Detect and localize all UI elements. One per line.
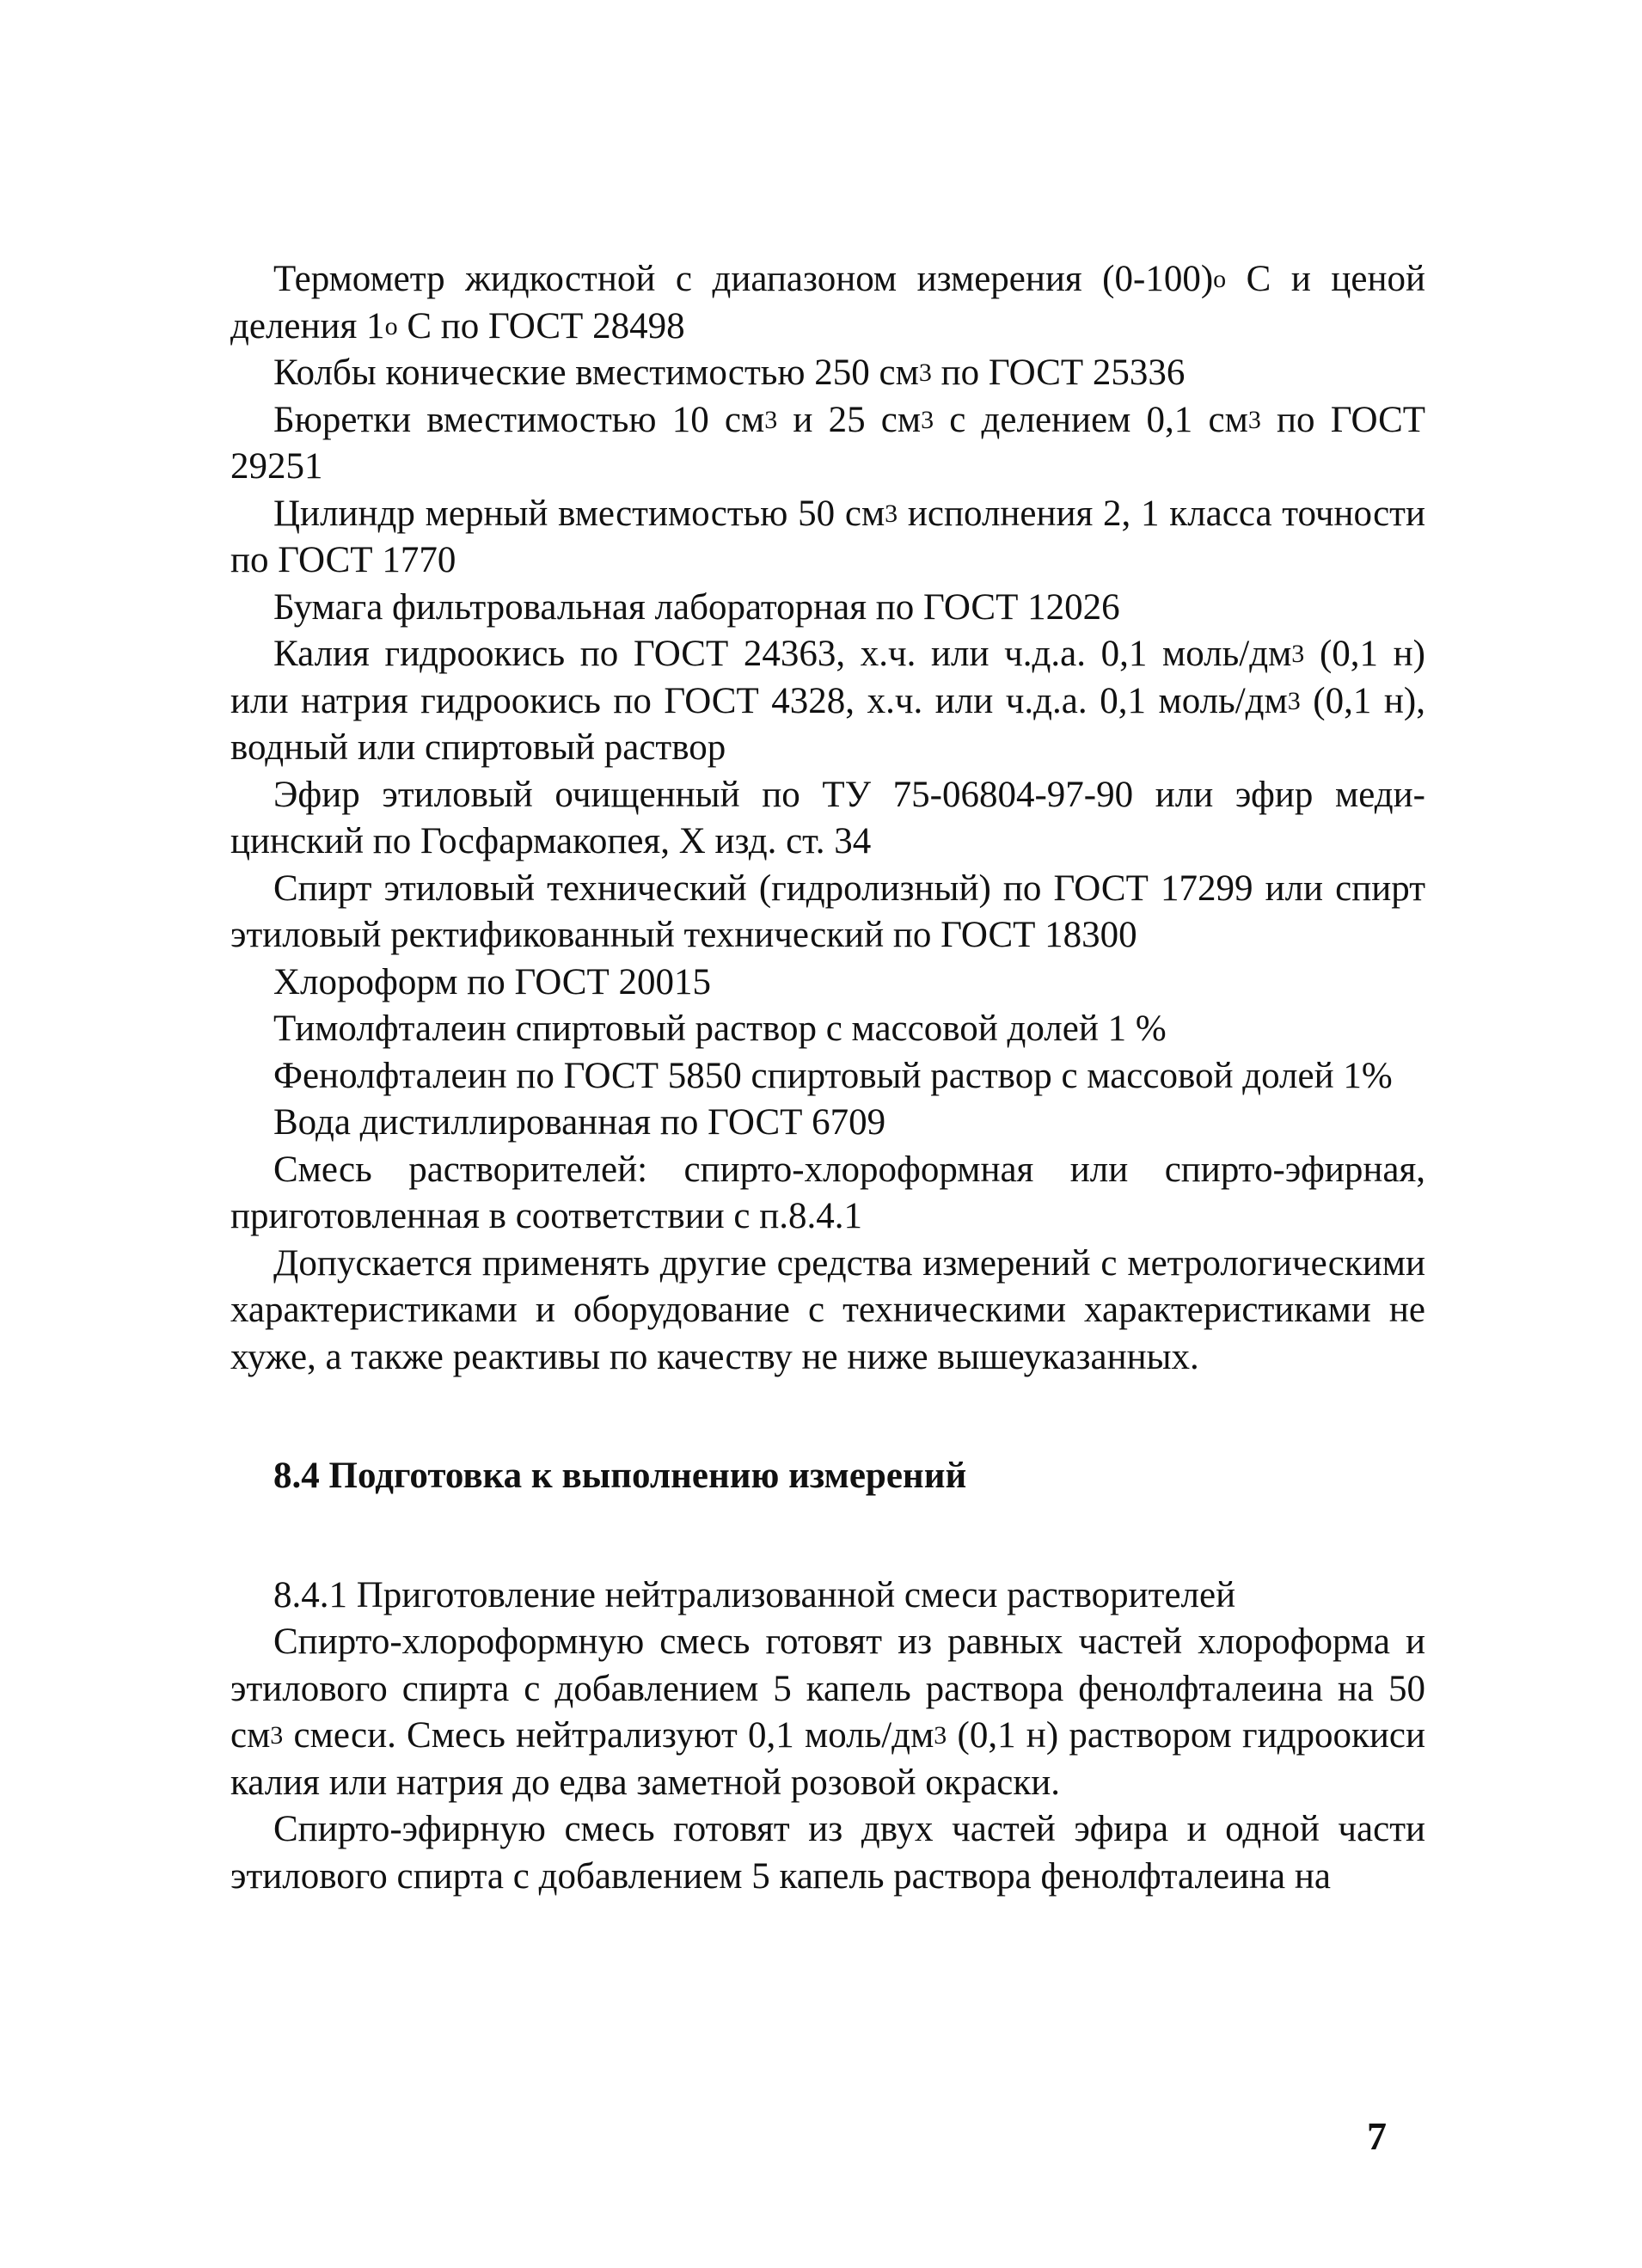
text-run: и 25 см <box>777 399 922 440</box>
text-run: (0,1 н) или натрия гидроокись по ГОСТ 4328, х.ч. или ч.д.а. 0,1 моль/дм <box>230 634 1425 721</box>
superscript: 3 <box>934 1721 947 1750</box>
subsection-heading: 8.4.1 Приготовление нейтрализованной смеси растворителей <box>273 1574 1236 1615</box>
text-run: Хлороформ по ГОСТ 20015 <box>273 961 712 1002</box>
paragraph <box>230 1100 1425 1147</box>
text-run: Калия гидроокись по ГОСТ 24363, х.ч. или ч.д.а. 0,1 моль/дм <box>273 634 1292 674</box>
paragraph <box>230 1053 1425 1100</box>
paragraph <box>230 631 1425 772</box>
paragraph <box>230 1147 1425 1241</box>
paragraph <box>230 491 1425 585</box>
paragraph <box>230 585 1425 632</box>
superscript: 3 <box>918 359 932 387</box>
text-run: по ГОСТ 29251 <box>230 399 1426 487</box>
text-run: смеси. Смесь нейтрализуют 0,1 моль/дм <box>283 1715 934 1756</box>
text-run: Вода дистиллированная по ГОСТ 6709 <box>273 1102 886 1143</box>
superscript: 3 <box>764 405 778 434</box>
paragraph <box>230 1806 1425 1900</box>
paragraph <box>230 256 1425 350</box>
superscript: о <box>384 311 398 340</box>
paragraph <box>230 959 1425 1007</box>
text-run: Спирто-эфирную смесь готовят из двух частей эфира и одной части этилового спирта с добавлением 5 капель раствора фенолфталеина на <box>230 1809 1425 1897</box>
page-number: 7 <box>1367 2114 1387 2158</box>
text-run: исполнения 2, 1 класса точности по ГОСТ 1770 <box>230 493 1425 580</box>
text-run: Фенолфталеин по ГОСТ 5850 спиртовый раствор с массовой долей 1% <box>273 1055 1393 1096</box>
text-run: по ГОСТ 25336 <box>931 352 1186 393</box>
text-run: Тимолфталеин спиртовый раствор с массовой долей 1 % <box>273 1008 1167 1049</box>
text-run: Бумага фильтровальная лабораторная по ГОСТ 12026 <box>273 586 1120 628</box>
section-heading: 8.4 Подготовка к выполнению измерений <box>273 1456 967 1496</box>
text-run: Колбы конические вместимостью 250 см <box>273 352 919 393</box>
text-run: Смесь растворителей: спирто-хлороформная или спирто-эфирная, приготовленная в соответствии с п.8.4.1 <box>230 1149 1425 1236</box>
text-run: Цилиндр мерный вместимостью 50 см <box>273 493 885 534</box>
text-run: с делением 0,1 см <box>934 399 1248 440</box>
text-run: Спирт этиловый технический (гидролизный) по ГОСТ 17299 или спирт этиловый ректификованный технический по ГОСТ 18300 <box>230 867 1425 955</box>
paragraph <box>230 397 1425 491</box>
page-content <box>230 256 1425 1900</box>
text-run: Эфир этиловый очищенный по ТУ 75-06804-97-90 или эфир медицинский по Госфармакопея, X изд. ст. 34 <box>230 774 1425 861</box>
text-run: Допускается применять другие средства измерений с метрологическими характеристиками и оборудование с техническими характеристиками не хуже, а также реактивы по качеству не ниже вышеуказанных. <box>230 1242 1425 1377</box>
paragraph <box>230 866 1425 959</box>
superscript: 3 <box>1291 640 1305 668</box>
superscript: 3 <box>921 405 934 434</box>
text-run: Спирто-хлороформную смесь готовят из равных частей хлороформа и этилового спирта с добавлением 5 капель раствора фенолфталеина на 50 см <box>230 1621 1425 1756</box>
equipment-list <box>230 256 1425 1381</box>
paragraph <box>230 772 1425 866</box>
paragraph <box>230 350 1425 397</box>
text-run: (0,1 н), водный или спиртовый раствор <box>230 680 1426 768</box>
superscript: о <box>1213 265 1227 293</box>
text-run: Бюретки вместимостью 10 см <box>273 399 765 440</box>
superscript: 3 <box>885 499 898 528</box>
superscript: 3 <box>270 1721 284 1750</box>
paragraph <box>230 1241 1425 1382</box>
paragraph <box>230 1006 1425 1053</box>
text-run: С и ценой деления 1 <box>230 259 1425 346</box>
superscript: 3 <box>1287 686 1301 715</box>
text-run: (0,1 н) раствором гидроокиси калия или натрия до едва заметной розовой окраски. <box>230 1715 1425 1803</box>
procedure-text <box>230 1619 1425 1900</box>
text-run: Термометр жидкостной с диапазоном измерения (0-100) <box>273 259 1214 299</box>
superscript: 3 <box>1247 405 1261 434</box>
text-run: С по ГОСТ 28498 <box>397 305 685 346</box>
paragraph <box>230 1619 1425 1806</box>
